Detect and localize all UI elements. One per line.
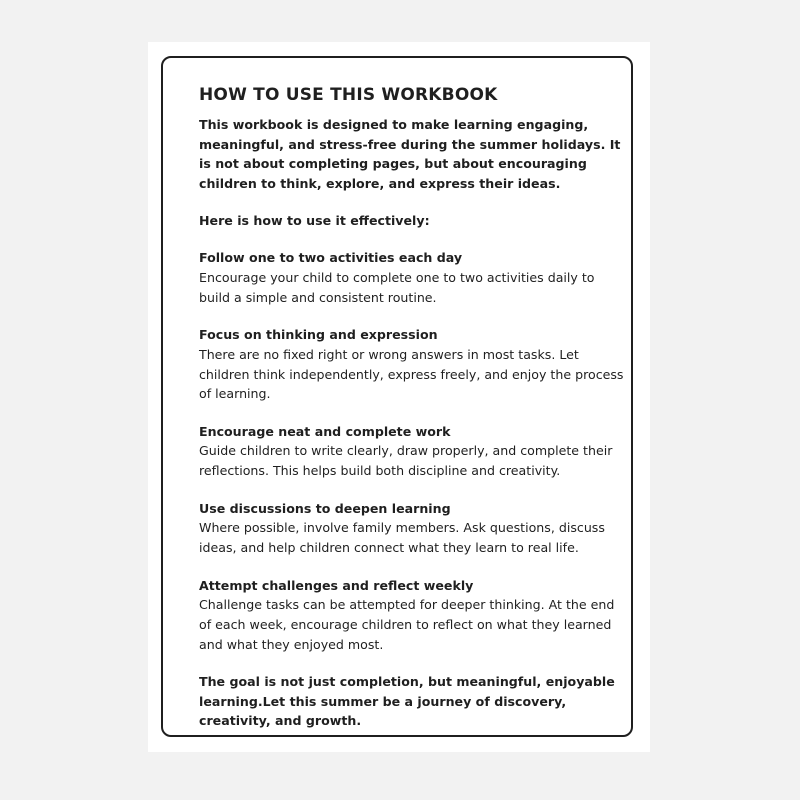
workbook-page: [148, 42, 650, 752]
section-body: Where possible, involve family members. Ask questions, discuss ideas, and help children connect what they learn to real life.: [199, 520, 605, 555]
section-body: There are no fixed right or wrong answers in most tasks. Let children think independently, express freely, and enjoy the process of learning.: [199, 346, 624, 402]
page-border-frame: [161, 56, 633, 737]
section-heading: Follow one to two activities each day: [199, 250, 463, 266]
section-body: Encourage your child to complete one to two activities daily to build a simple and consistent routine.: [199, 269, 595, 305]
howto-lead: Here is how to use it effectively:: [199, 212, 430, 228]
section-thinking-expression: [199, 325, 629, 404]
page-content: [199, 84, 629, 731]
section-heading: Use discussions to deepen learning: [199, 500, 451, 516]
section-body: Challenge tasks can be attempted for deeper thinking. At the end of each week, encourage children to reflect on what they learned and what they enjoyed most.: [199, 597, 615, 652]
intro-paragraph: This workbook is designed to make learning engaging, meaningful, and stress-free during the summer holidays. It is not about completing pages, but about encouraging children to think, explore, and express their ideas.: [199, 117, 621, 192]
section-neat-work: [199, 422, 629, 481]
section-heading: Attempt challenges and reflect weekly: [199, 577, 474, 593]
page-title: HOW TO USE THIS WORKBOOK: [199, 85, 498, 105]
section-daily-activities: [199, 248, 629, 307]
section-heading: Focus on thinking and expression: [199, 327, 438, 343]
section-heading: Encourage neat and complete work: [199, 423, 451, 439]
section-challenges: [199, 576, 629, 655]
closing-paragraph: The goal is not just completion, but meaningful, enjoyable learning.Let this summer be a journey of discovery, creativity, and growth.: [199, 674, 615, 729]
section-body: Guide children to write clearly, draw properly, and complete their reflections. This helps build both discipline and creativity.: [199, 443, 613, 479]
section-discussions: [199, 499, 629, 558]
